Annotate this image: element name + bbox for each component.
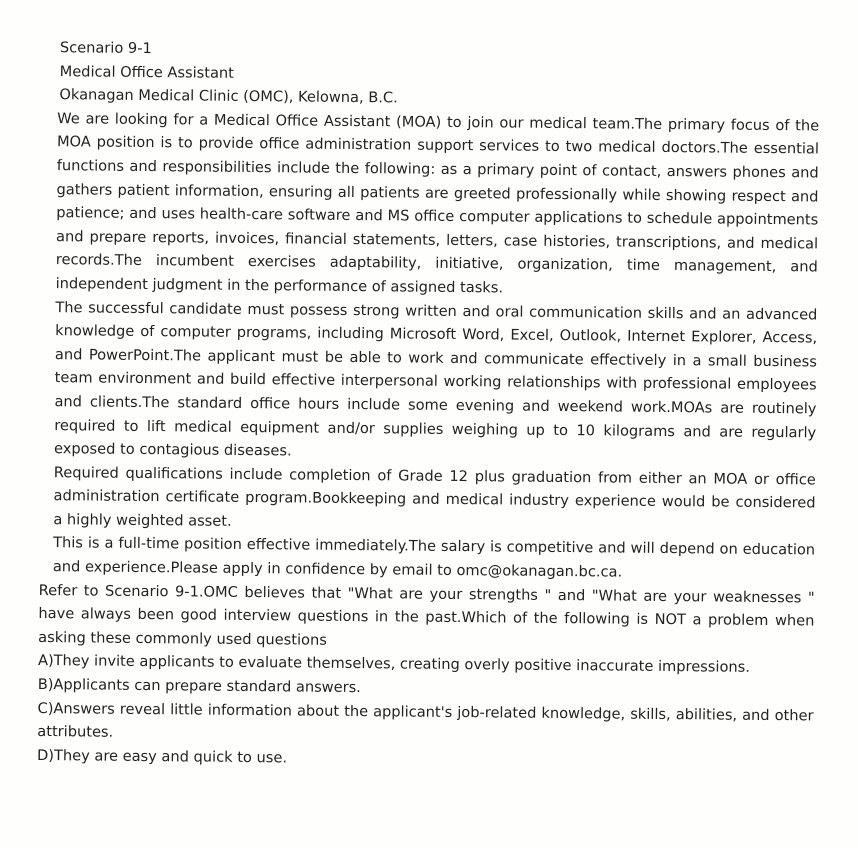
scenario-label: Scenario 9-1 xyxy=(59,39,152,58)
question-stem: Refer to Scenario 9-1.OMC believes that "What are your strengths " and "What are your weaknesses " have always been good interview questions in the past.Which of the following is NOT a problem when asking these commonly used questions xyxy=(38,581,815,649)
answer-option-a: A)They invite applicants to evaluate themselves, creating overly positive inaccurate impressions. xyxy=(37,652,750,677)
scenario-paragraph-skills: The successful candidate must possess strong written and oral communication skills and an advanced knowledge of computer programs, including Microsoft Word, Excel, Outlook, Internet Explorer, Access, and PowerPoint.The applicant must be able to work and communicate effectively in a small business team environment and build effective interpersonal working relationships with professional employees and clients.The standard office hours include some evening and weekend work.MOAs are routinely required to lift medical equipment and/or supplies weighing up to 10 kilograms and are regularly exposed to contagious diseases. xyxy=(53,298,818,460)
scenario-paragraph-application: This is a full-time position effective immediately.The salary is competitive and will depend on education and experience.Please apply in confidence by email to omc@okanagan.bc.ca. xyxy=(52,534,816,581)
document-body xyxy=(37,36,820,775)
scenario-paragraph-qualifications: Required qualifications include completion of Grade 12 plus graduation from either an MOA or office administration certificate program.Bookkeeping and medical industry experience would be considered a highly weighted asset. xyxy=(53,463,816,530)
job-title: Medical Office Assistant xyxy=(59,62,235,82)
scenario-paragraph-duties: We are looking for a Medical Office Assistant (MOA) to join our medical team.The primary focus of the MOA position is to provide office administration support services to two medical doctors.The essential functions and responsibilities include the following: as a primary point of contact, answers phones and gathers patient information, ensuring all patients are greeted professionally while showing respect and patience; and uses health-care software and MS office computer applications to schedule appointments and prepare reports, invoices, financial statements, letters, case histories, transcriptions, and medical records.The incumbent exercises adaptability, initiative, organization, time management, and independent judgment in the performance of assigned tasks. xyxy=(55,109,820,297)
answer-option-b: B)Applicants can prepare standard answers. xyxy=(37,676,361,697)
answer-option-c: C)Answers reveal little information about the applicant's job-related knowledge, skills, abilities, and other attributes. xyxy=(37,699,814,741)
answer-option-d: D)They are easy and quick to use. xyxy=(37,746,288,767)
organization-line: Okanagan Medical Clinic (OMC), Kelowna, B.C. xyxy=(59,86,398,107)
